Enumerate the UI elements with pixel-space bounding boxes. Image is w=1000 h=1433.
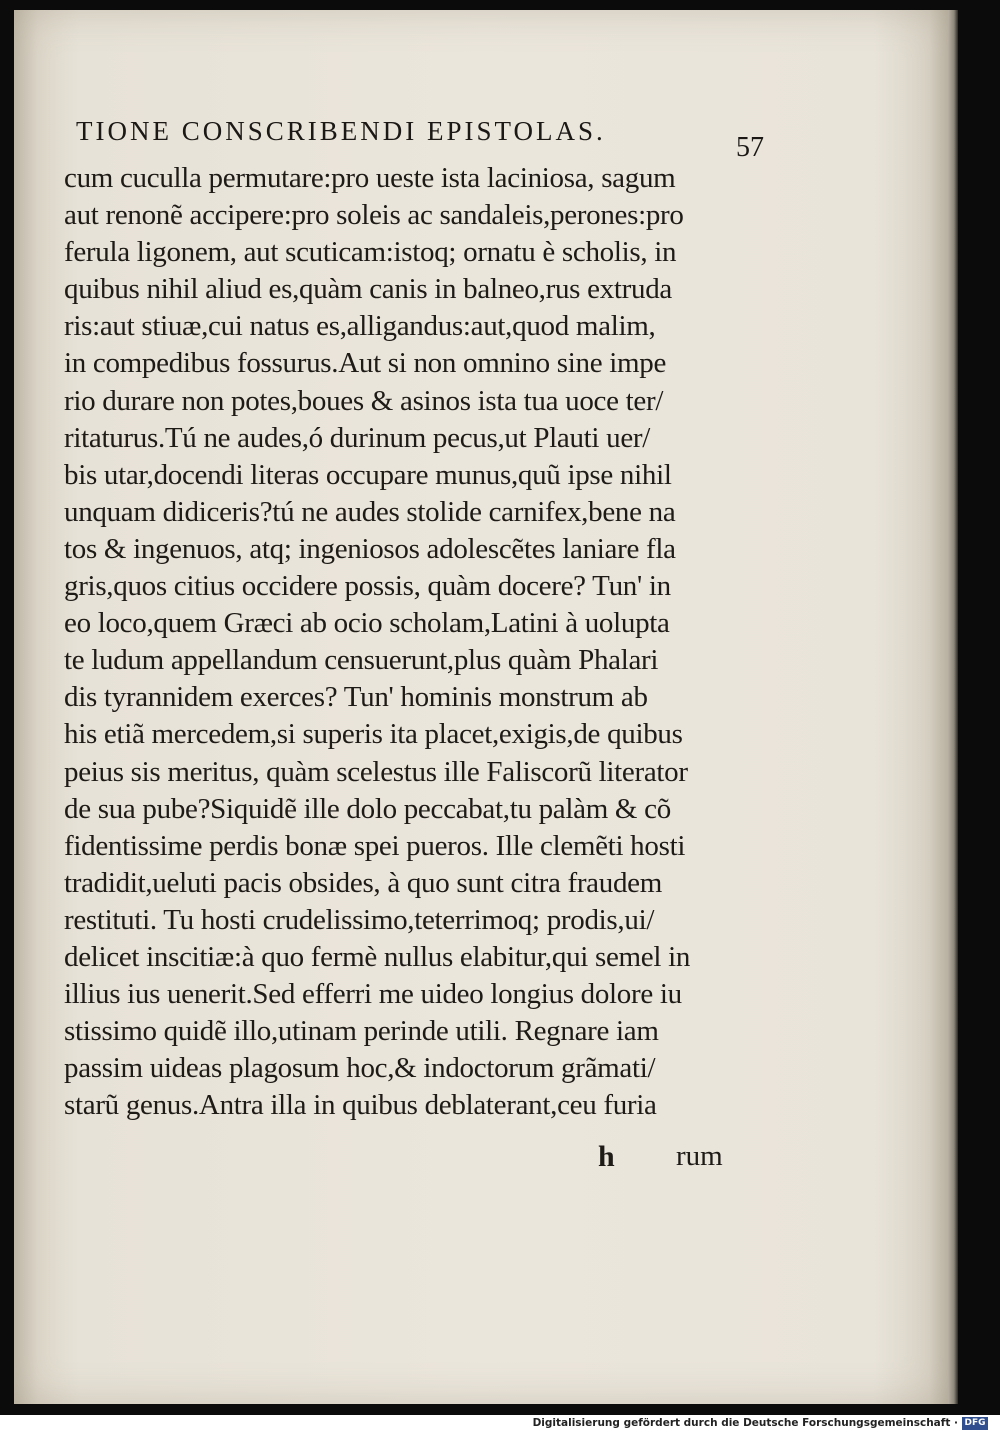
text-line: restituti. Tu hosti crudelissimo,teterrimoq; prodis,ui/ (64, 903, 655, 936)
text-line: quibus nihil aliud es,quàm canis in balneo,rus extruda (64, 273, 672, 306)
text-line: ferula ligonem, aut scuticam:istoq; ornatu è scholis, in (64, 236, 677, 269)
text-line: dis tyrannidem exerces? Tun' hominis monstrum ab (64, 681, 648, 714)
book-page (14, 10, 948, 1404)
text-line: bis utar,docendi literas occupare munus,quũ ipse nihil (64, 458, 672, 491)
text-line: ris:aut stiuæ,cui natus es,alligandus:aut,quod malim, (64, 310, 656, 343)
text-line: unquam didiceris?tú ne audes stolide carnifex,bene na (64, 495, 676, 528)
text-line: tradidit,ueluti pacis obsides, à quo sunt citra fraudem (64, 866, 662, 899)
footer-bar (0, 1415, 1000, 1433)
catchword-row (64, 1140, 734, 1180)
text-line: gris,quos citius occidere possis, quàm docere? Tun' in (64, 570, 671, 603)
text-line: peius sis meritus, quàm scelestus ille Faliscorũ literator (64, 755, 688, 788)
text-line: ritaturus.Tú ne audes,ó durinum pecus,ut Plauti uer/ (64, 421, 651, 454)
folio-number: 57 (736, 132, 764, 163)
text-line: passim uideas plagosum hoc,& indoctorum grãmati/ (64, 1052, 656, 1085)
signature-mark: h (598, 1140, 615, 1173)
text-line: tos & ingenuos, atq; ingeniosos adolescẽtes laniare fla (64, 532, 676, 565)
text-line: eo loco,quem Græci ab ocio scholam,Latini à uolupta (64, 607, 670, 640)
running-head: TIONE CONSCRIBENDI EPISTOLAS. (76, 116, 606, 146)
text-line: rio durare non potes,boues & asinos ista tua uoce ter/ (64, 384, 664, 417)
text-line: de sua pube?Siquidẽ ille dolo peccabat,tu palàm & cõ (64, 792, 671, 825)
text-line: stissimo quidẽ illo,utinam perinde utili. Regnare iam (64, 1015, 659, 1048)
text-line: te ludum appellandum censuerunt,plus quàm Phalari (64, 644, 659, 677)
page-edge (948, 10, 958, 1404)
text-line: his etiã mercedem,si superis ita placet,exigis,de quibus (64, 718, 683, 751)
catchword: rum (676, 1140, 723, 1172)
text-block (64, 160, 754, 1124)
digitization-credit: Digitalisierung gefördert durch die Deutsche Forschungsgemeinschaft · (532, 1417, 958, 1429)
text-line: in compedibus fossurus.Aut si non omnino sine impe (64, 347, 667, 380)
text-line: aut renonẽ accipere:pro soleis ac sandaleis,perones:pro (64, 199, 684, 232)
text-line: illius ius uenerit.Sed efferri me uideo longius dolore iu (64, 978, 682, 1011)
text-line: fidentissime perdis bonæ spei pueros. Ille clemẽti hosti (64, 829, 686, 862)
text-line: starũ genus.Antra illa in quibus deblaterant,ceu furia (64, 1089, 657, 1122)
dfg-logo-icon: DFG (962, 1417, 988, 1430)
text-line: delicet inscitiæ:à quo fermè nullus elabitur,qui semel in (64, 940, 691, 973)
text-line: cum cuculla permutare:pro ueste ista laciniosa, sagum (64, 162, 676, 194)
